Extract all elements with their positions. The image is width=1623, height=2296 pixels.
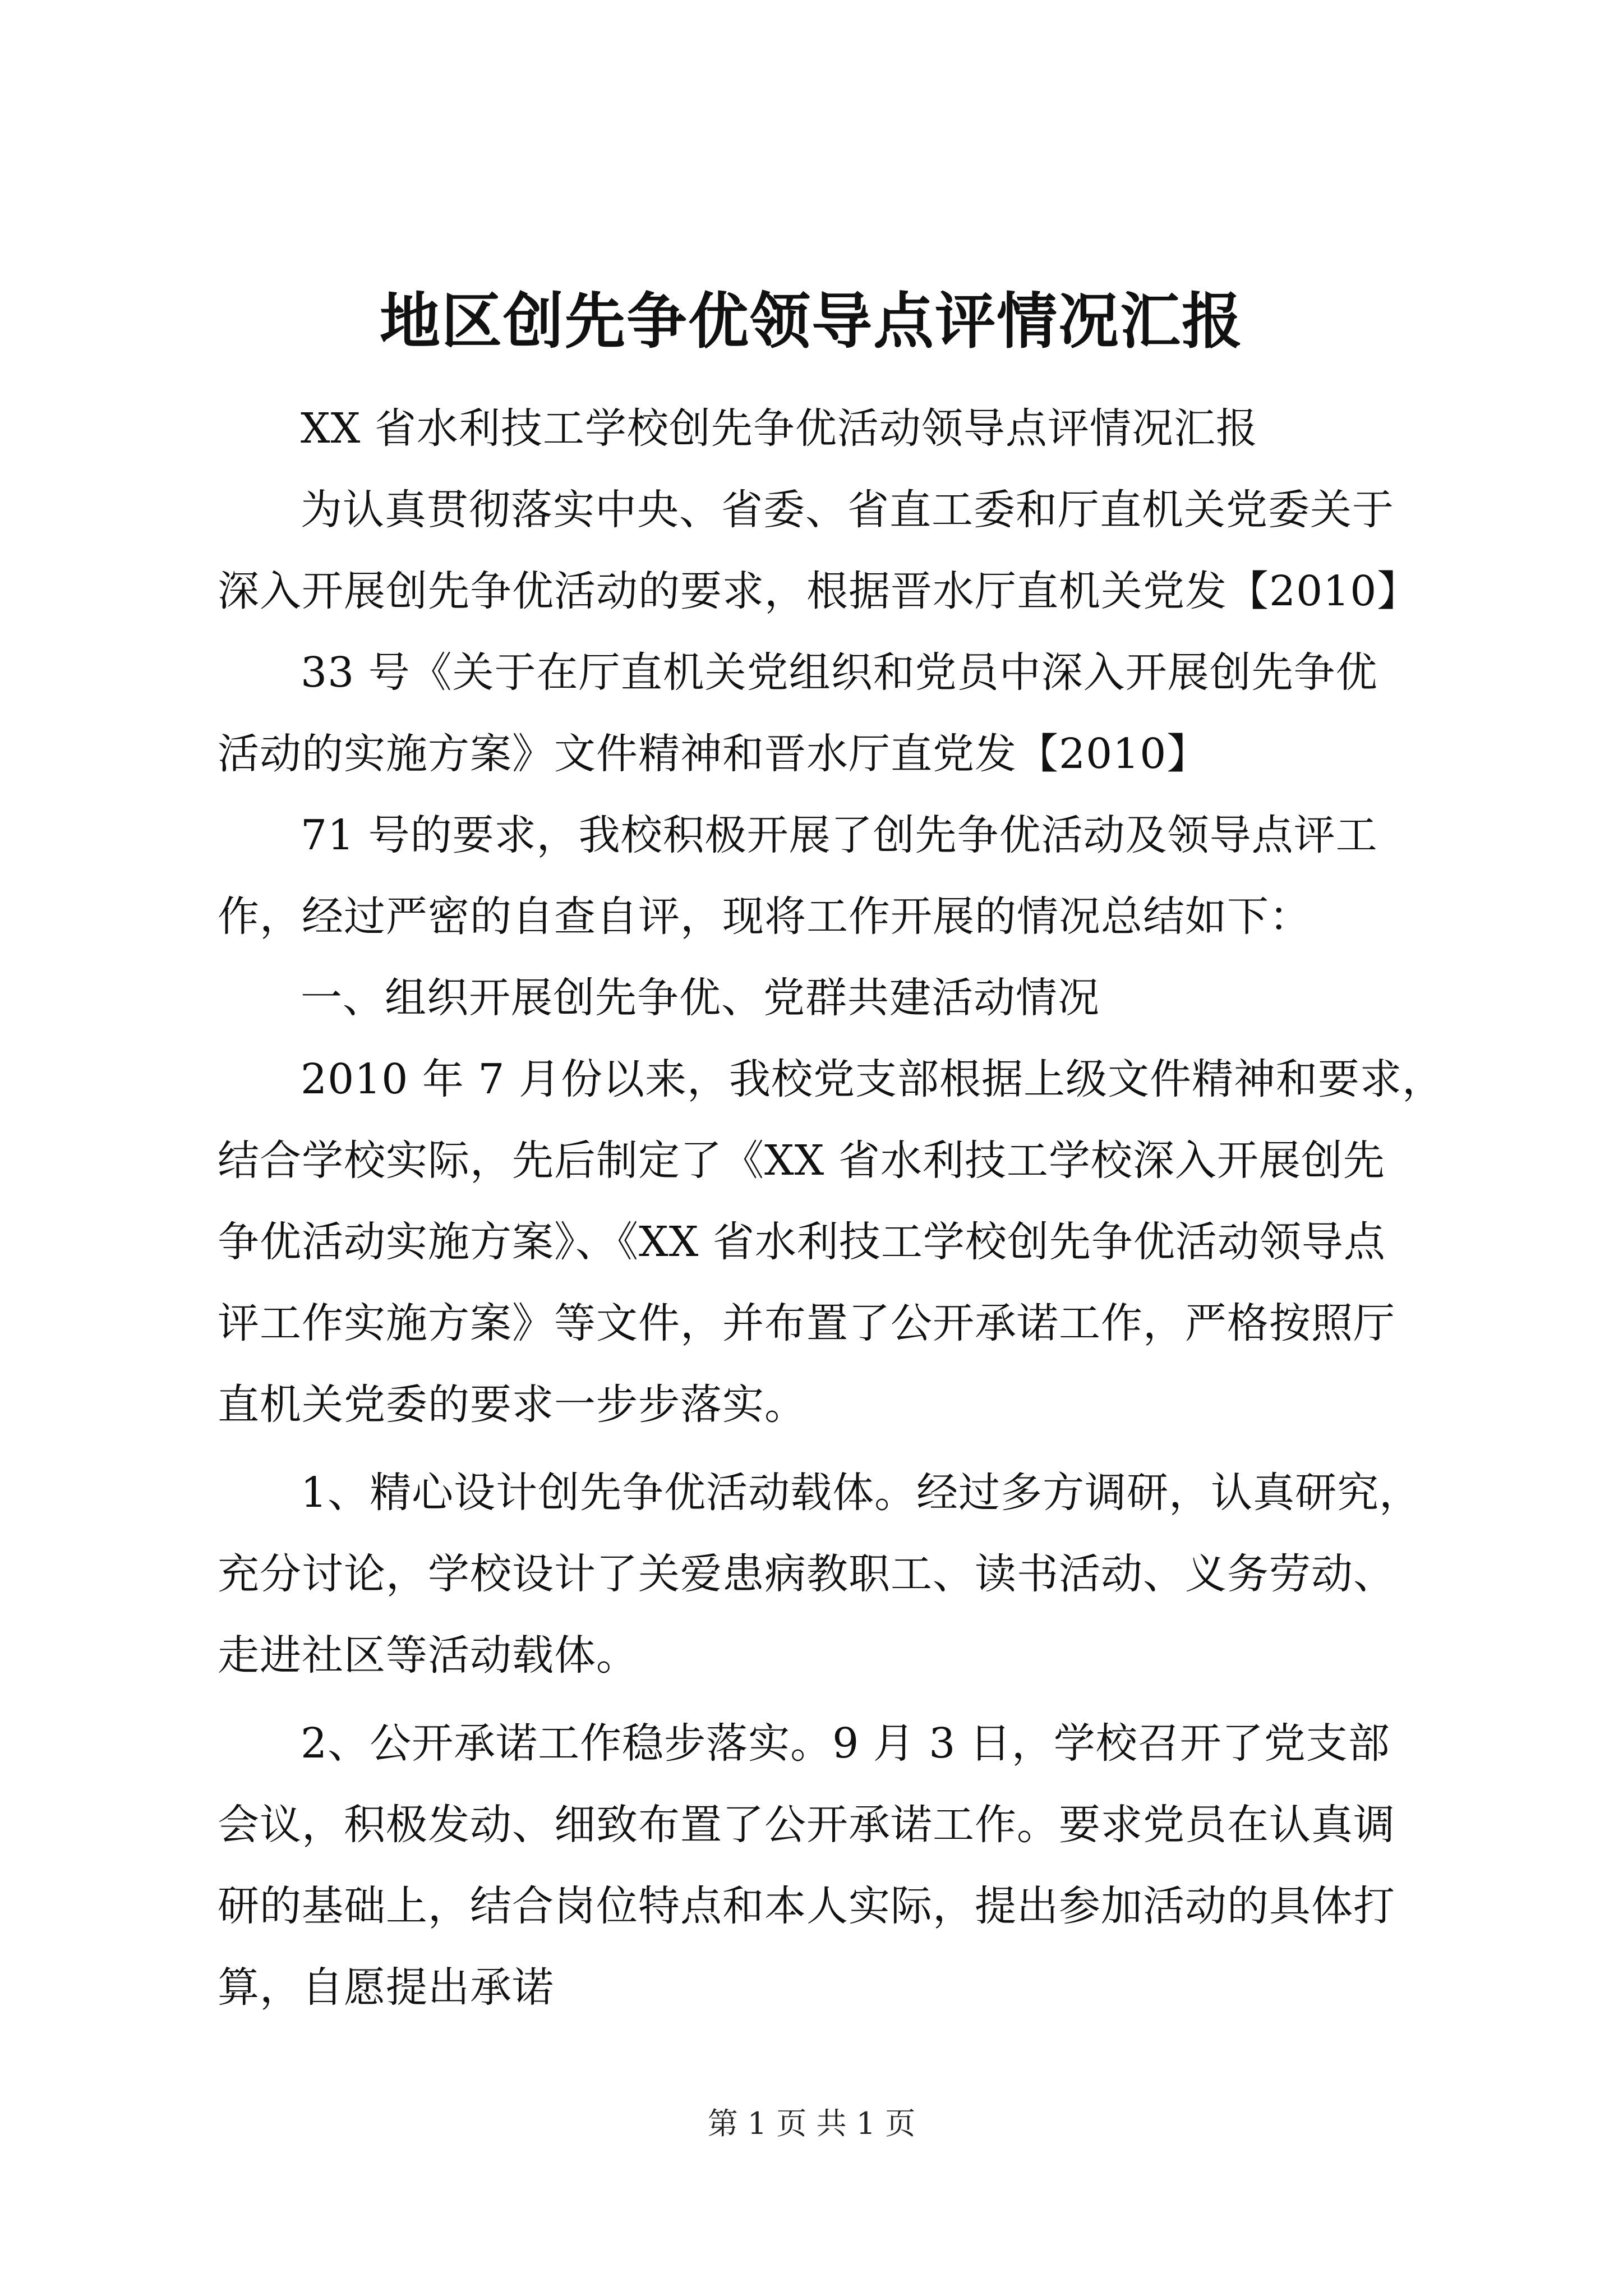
body-line: 活动的实施方案》文件精神和晋水厅直党发【2010】: [218, 730, 1209, 778]
document-body: [218, 388, 1485, 2028]
section-heading: 一、组织开展创先争优、党群共建活动情况: [301, 974, 1100, 1022]
document-title: 地区创先争优领导点评情况汇报: [379, 286, 1243, 357]
body-line: 直机关党委的要求一步步落实。: [218, 1381, 806, 1429]
page-footer: 第 1 页 共 1 页: [707, 2106, 916, 2141]
body-line: 2、公开承诺工作稳步落实。9 月 3 日，学校召开了党支部: [301, 1719, 1390, 1768]
body-line: 评工作实施方案》等文件，并布置了公开承诺工作，严格按照厅: [218, 1299, 1395, 1347]
body-line: 为认真贯彻落实中央、省委、省直工委和厅直机关党委关于: [301, 486, 1394, 534]
body-line: 走进社区等活动载体。: [218, 1631, 638, 1680]
body-line: 充分讨论，学校设计了关爱患病教职工、读书活动、义务劳动、: [218, 1550, 1395, 1598]
body-line: 争优活动实施方案》、《XX 省水利技工学校创先争优活动领导点: [218, 1218, 1386, 1266]
body-line: 71 号的要求，我校积极开展了创先争优活动及领导点评工: [301, 811, 1378, 859]
body-line: 作，经过严密的自查自评，现将工作开展的情况总结如下：: [218, 892, 1311, 941]
body-line: 结合学校实际，先后制定了《XX 省水利技工学校深入开展创先: [218, 1137, 1385, 1185]
body-line: 会议，积极发动、细致布置了公开承诺工作。要求党员在认真调: [218, 1801, 1395, 1849]
body-line: 33 号《关于在厅直机关党组织和党员中深入开展创先争优: [301, 648, 1378, 697]
body-line: 算，自愿提出承诺: [218, 1963, 554, 2012]
body-line: XX 省水利技工学校创先争优活动领导点评情况汇报: [301, 404, 1258, 453]
body-line: 1、精心设计创先争优活动载体。经过多方调研，认真研究，: [301, 1469, 1422, 1517]
body-line: 2010 年 7 月份以来，我校党支部根据上级文件精神和要求，: [301, 1055, 1444, 1103]
body-line: 深入开展创先争优活动的要求，根据晋水厅直机关党发【2010】: [218, 567, 1419, 615]
body-line: 研的基础上，结合岗位特点和本人实际，提出参加活动的具体打: [218, 1882, 1395, 1930]
